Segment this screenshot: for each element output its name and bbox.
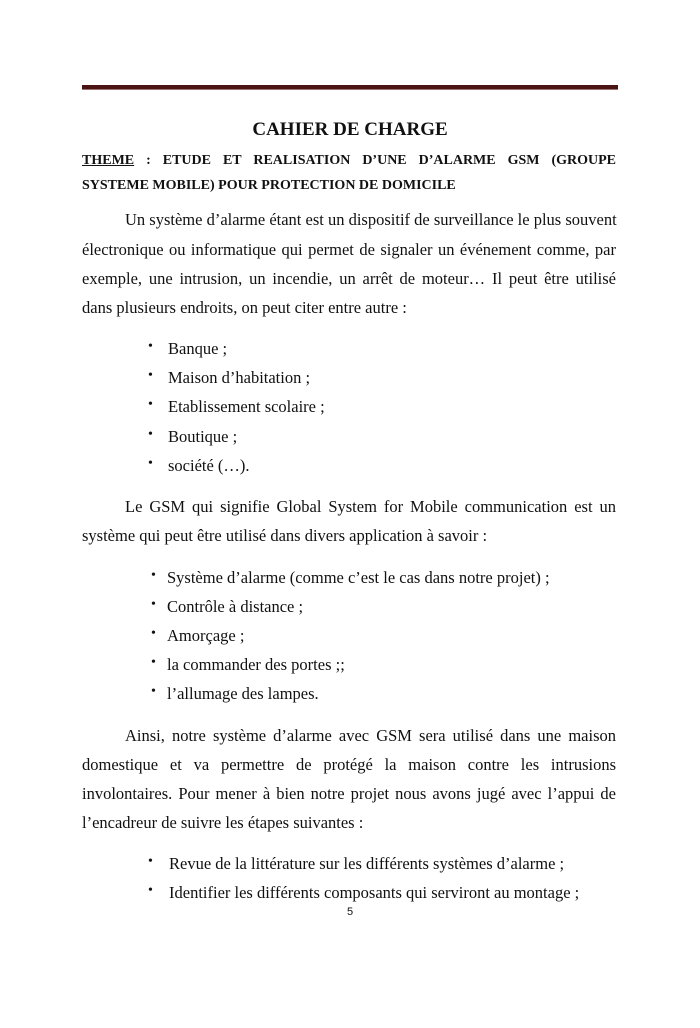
list1-item: Banque ; bbox=[168, 339, 228, 358]
list2-item: la commander des portes ;; bbox=[167, 655, 345, 674]
theme-line-2: SYSTEME MOBILE) POUR PROTECTION DE DOMICILE bbox=[82, 178, 456, 193]
para2-line: Le GSM qui signifie Global System for Mobile communication est un bbox=[125, 497, 616, 516]
para1-line: exemple, une intrusion, un incendie, un arrêt de moteur… Il peut être utilisé bbox=[82, 269, 616, 288]
list3-item: Identifier les différents composants qui serviront au montage ; bbox=[169, 883, 580, 902]
bullet-icon: • bbox=[148, 854, 153, 869]
bullet-icon: • bbox=[148, 427, 153, 442]
list2-item: Amorçage ; bbox=[167, 626, 245, 645]
theme-line-1 bbox=[82, 150, 616, 172]
page-title: CAHIER DE CHARGE bbox=[252, 119, 448, 140]
bullet-icon: • bbox=[148, 368, 153, 383]
para3-line: involontaires. Pour mener à bien notre projet nous avons jugé avec l’appui de bbox=[82, 784, 616, 803]
bullet-icon: • bbox=[151, 597, 156, 612]
theme-sep: : bbox=[134, 153, 151, 168]
para3-line: Ainsi, notre système d’alarme avec GSM sera utilisé dans une maison bbox=[125, 726, 616, 745]
bullet-icon: • bbox=[151, 626, 156, 641]
list3-item: Revue de la littérature sur les différents systèmes d’alarme ; bbox=[169, 854, 565, 873]
bullet-icon: • bbox=[151, 684, 156, 699]
list1-item: société (…). bbox=[168, 456, 250, 475]
list1-item: Boutique ; bbox=[168, 427, 238, 446]
bullet-icon: • bbox=[148, 883, 153, 898]
para3-line: domestique et va permettre de protégé la maison contre les intrusions bbox=[82, 755, 616, 774]
para1-line: électronique ou informatique qui permet de signaler un événement comme, par bbox=[82, 240, 616, 259]
para1-line: Un système d’alarme étant est un dispositif de surveillance le plus souvent bbox=[125, 210, 617, 229]
list2-item: l’allumage des lampes. bbox=[167, 684, 319, 703]
list2-item: Système d’alarme (comme c’est le cas dans notre projet) ; bbox=[167, 568, 550, 587]
bullet-icon: • bbox=[151, 655, 156, 670]
page-number: 5 bbox=[346, 906, 354, 918]
list1-item: Maison d’habitation ; bbox=[168, 368, 311, 387]
theme-label: THEME bbox=[82, 153, 135, 168]
bullet-icon: • bbox=[148, 397, 153, 412]
bullet-icon: • bbox=[148, 456, 153, 471]
bullet-icon: • bbox=[148, 339, 153, 354]
para2-line: système qui peut être utilisé dans divers application à savoir : bbox=[82, 526, 488, 545]
para1-line: dans plusieurs endroits, on peut citer entre autre : bbox=[82, 298, 407, 317]
list1-item: Etablissement scolaire ; bbox=[168, 397, 325, 416]
bullet-icon: • bbox=[151, 568, 156, 583]
list2-item: Contrôle à distance ; bbox=[167, 597, 304, 616]
theme-text-1: ETUDE ET REALISATION D’UNE D’ALARME GSM (GROUPE bbox=[162, 153, 616, 168]
para3-line: l’encadreur de suivre les étapes suivantes : bbox=[82, 813, 364, 832]
header-rule bbox=[82, 85, 618, 90]
